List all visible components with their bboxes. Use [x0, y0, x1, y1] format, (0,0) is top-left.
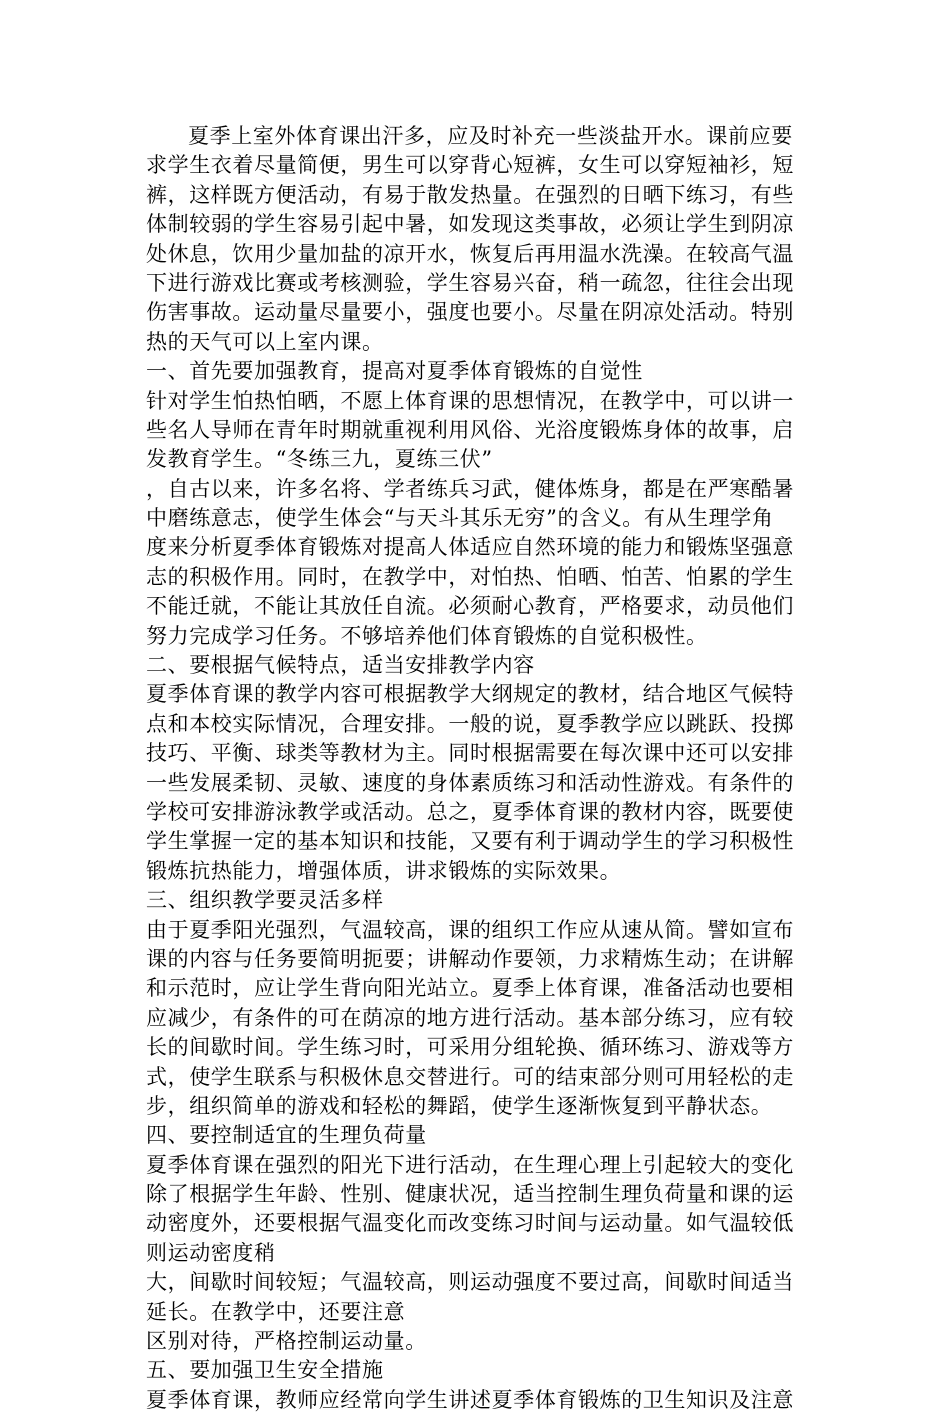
- text-line: 五、要加强卫生安全措施: [146, 1358, 384, 1383]
- text-line: 锻炼抗热能力，增强体质，讲求锻炼的实际效果。: [146, 858, 622, 883]
- text-line: 裤，这样既方便活动，有易于散发热量。在强烈的日晒下练习，有些: [146, 182, 794, 207]
- text-line: 应减少，有条件的可在荫凉的地方进行活动。基本部分练习，应有较: [146, 1005, 794, 1030]
- text-line: 夏季体育课的教学内容可根据教学大纲规定的教材，结合地区气候特: [146, 682, 794, 707]
- text-line: 下进行游戏比赛或考核测验，学生容易兴奋，稍一疏忽，往往会出现: [146, 270, 794, 295]
- text-line: 夏季上室外体育课出汗多，应及时补充一些淡盐开水。课前应要: [188, 124, 793, 148]
- text-line: 一些发展柔韧、灵敏、速度的身体素质练习和活动性游戏。有条件的: [146, 770, 794, 795]
- text-line: 技巧、平衡、球类等教材为主。同时根据需要在每次课中还可以安排: [146, 741, 794, 766]
- text-line: 除了根据学生年龄、性别、健康状况，适当控制生理负荷量和课的运: [146, 1182, 794, 1207]
- text-line: 度来分析夏季体育锻炼对提高人体适应自然环境的能力和锻炼坚强意: [146, 535, 794, 560]
- document-body: [146, 122, 810, 1415]
- text-line: 些名人导师在青年时期就重视利用风俗、光浴度锻炼身体的故事，启: [146, 417, 794, 442]
- text-line: 体制较弱的学生容易引起中暑，如发现这类事故，必须让学生到阴凉: [146, 212, 794, 237]
- text-line: 学生掌握一定的基本知识和技能，又要有利于调动学生的学习积极性: [146, 829, 794, 854]
- text-line: 则运动密度稍: [146, 1240, 276, 1265]
- text-line: 二、要根据气候特点，适当安排教学内容: [146, 653, 535, 678]
- text-line: 伤害事故。运动量尽量要小，强度也要小。尽量在阴凉处活动。特别: [146, 300, 794, 325]
- text-line: 夏季体育课在强烈的阳光下进行活动，在生理心理上引起较大的变化: [146, 1152, 794, 1177]
- text-line: 中磨练意志，使学生体会“与天斗其乐无穷”的含义。有从生理学角: [146, 506, 774, 531]
- text-line: 不能迁就，不能让其放任自流。必须耐心教育，严格要求，动员他们: [146, 594, 794, 619]
- text-line: 一、首先要加强教育，提高对夏季体育锻炼的自觉性: [146, 359, 643, 384]
- text-line: 大，间歇时间较短；气温较高，则运动强度不要过高，间歇时间适当: [146, 1270, 794, 1295]
- text-line: 课的内容与任务要简明扼要；讲解动作要领，力求精炼生动；在讲解: [146, 946, 794, 971]
- text-line: 四、要控制适宜的生理负荷量: [146, 1123, 427, 1148]
- text-line: 处休息，饮用少量加盐的凉开水，恢复后再用温水洗澡。在较高气温: [146, 241, 794, 266]
- text-line: 热的天气可以上室内课。: [146, 329, 384, 354]
- text-line: 延长。在教学中，还要注意: [146, 1299, 406, 1324]
- text-line: 三、组织教学要灵活多样: [146, 888, 384, 913]
- text-line: 和示范时，应让学生背向阳光站立。夏季上体育课，准备活动也要相: [146, 976, 794, 1001]
- text-line: 学校可安排游泳教学或活动。总之，夏季体育课的教材内容，既要使: [146, 799, 794, 824]
- text-line: 长的间歇时间。学生练习时，可采用分组轮换、循环练习、游戏等方: [146, 1035, 794, 1060]
- text-line: 针对学生怕热怕晒，不愿上体育课的思想情况，在教学中，可以讲一: [146, 388, 794, 413]
- text-line: 区别对待，严格控制运动量。: [146, 1329, 427, 1354]
- text-line: 夏季体育课，教师应经常向学生讲述夏季体育锻炼的卫生知识及注意: [146, 1387, 794, 1412]
- text-line: 由于夏季阳光强烈，气温较高，课的组织工作应从速从简。譬如宣布: [146, 917, 794, 942]
- text-line: 求学生衣着尽量简便，男生可以穿背心短裤，女生可以穿短袖衫，短: [146, 153, 794, 178]
- text-line: 步，组织简单的游戏和轻松的舞蹈，使学生逐渐恢复到平静状态。: [146, 1093, 773, 1118]
- text-line: 点和本校实际情况，合理安排。一般的说，夏季教学应以跳跃、投掷: [146, 711, 794, 736]
- text-line: 发教育学生。“冬练三九，夏练三伏”: [146, 447, 493, 472]
- text-line: 努力完成学习任务。不够培养他们体育锻炼的自觉积极性。: [146, 623, 708, 648]
- text-line: 志的积极作用。同时，在教学中，对怕热、怕晒、怕苦、怕累的学生: [146, 564, 794, 589]
- text-line: 动密度外，还要根据气温变化而改变练习时间与运动量。如气温较低: [146, 1211, 794, 1236]
- text-line: 式，使学生联系与积极休息交替进行。可的结束部分则可用轻松的走: [146, 1064, 794, 1089]
- text-line: ，自古以来，许多名将、学者练兵习武，健体炼身，都是在严寒酷暑: [146, 476, 794, 501]
